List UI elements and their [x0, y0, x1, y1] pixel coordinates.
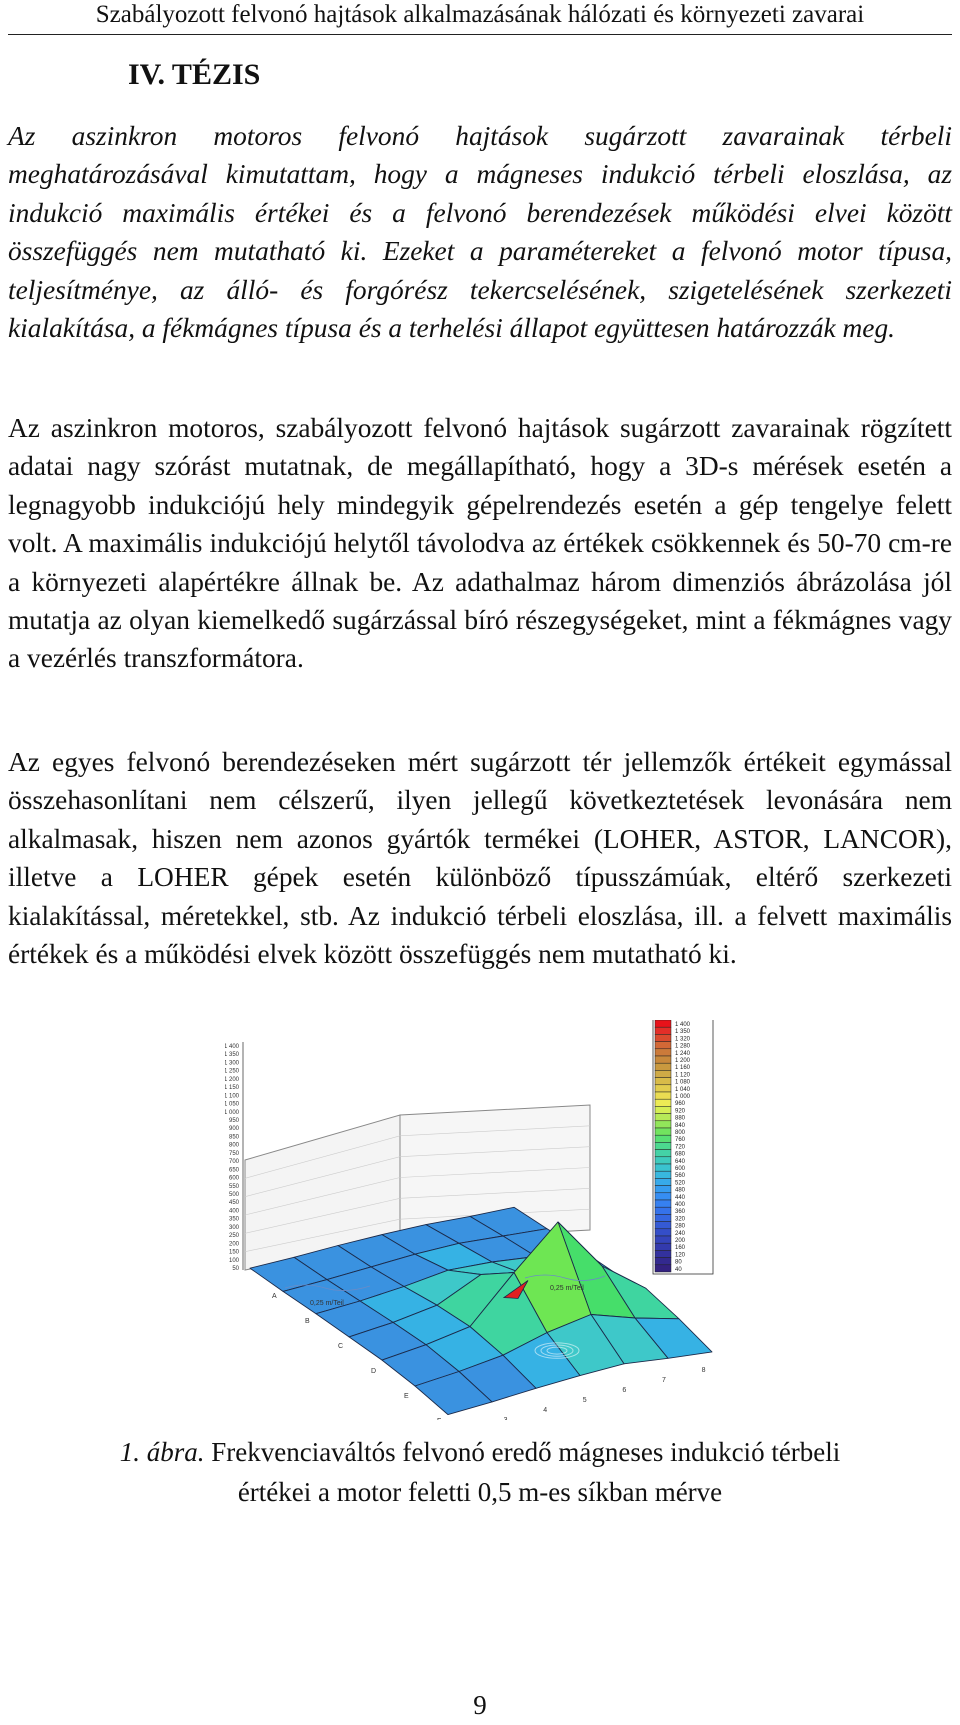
legend-value: 1 080 — [675, 1079, 691, 1086]
legend-swatch — [655, 1265, 671, 1272]
legend-swatch — [655, 1099, 671, 1106]
legend-swatch — [655, 1027, 671, 1034]
legend-value: 1 280 — [675, 1043, 691, 1050]
z-tick-label: 850 — [228, 1134, 239, 1141]
legend-value: 680 — [675, 1151, 686, 1158]
legend-value: 560 — [675, 1173, 686, 1180]
legend-swatch — [655, 1106, 671, 1113]
figure-caption — [0, 1432, 960, 1512]
section-title: IV. TÉZIS — [128, 58, 261, 91]
legend-value: 40 — [675, 1266, 682, 1273]
legend-swatch — [655, 1258, 671, 1265]
row-label: C — [338, 1343, 344, 1350]
legend-swatch — [655, 1114, 671, 1121]
legend-swatch — [655, 1020, 671, 1027]
legend-value: 160 — [675, 1245, 686, 1252]
legend-value: 1 240 — [675, 1050, 691, 1057]
column-label: 5 — [582, 1397, 587, 1404]
z-tick-label: 1 400 — [225, 1044, 239, 1050]
legend-swatch — [655, 1236, 671, 1243]
row-label — [437, 1418, 441, 1420]
legend-value: 640 — [675, 1158, 686, 1165]
scale-label-left: 0,25 m/Teil — [310, 1300, 344, 1307]
legend-swatch — [655, 1250, 671, 1257]
legend-swatch — [655, 1164, 671, 1171]
color-legend — [653, 1020, 713, 1274]
legend-swatch — [655, 1229, 671, 1236]
page-number: 9 — [473, 1690, 487, 1720]
legend-value: 600 — [675, 1166, 686, 1172]
z-tick-label: 1 300 — [225, 1060, 239, 1067]
body-paragraph-2: Az egyes felvonó berendezéseken mért sugárzott tér jellemzők értékeit egymással összehasonlítani nem célszerű, ilyen jellegű következtetések levonására nem alkalmasak, hiszen nem azonos gyártók termékei (LOHER, ASTOR, LANCOR), illetve a LOHER gépek esetén különböző típusszámúak, eltérő szerkezeti kialakítással, méretekkel, stb. Az indukció térbeli eloszlása, ill. a felvett maximális értékek és a működési elvek között összefüggés nem mutatható ki. — [8, 747, 952, 970]
z-tick-label: 950 — [228, 1118, 239, 1124]
z-tick-label: 150 — [228, 1249, 239, 1256]
column-label: 8 — [701, 1367, 706, 1374]
z-tick-label: 50 — [232, 1266, 239, 1272]
legend-swatch — [655, 1150, 671, 1157]
column-label — [504, 1417, 508, 1420]
caption-text-line1: Frekvenciaváltós felvonó eredő mágneses indukció térbeli — [211, 1437, 841, 1467]
z-tick-label: 350 — [228, 1216, 239, 1223]
z-tick-label: 800 — [228, 1142, 239, 1149]
legend-value: 1 350 — [675, 1029, 691, 1036]
legend-value: 960 — [675, 1101, 686, 1108]
legend-value: 1 040 — [675, 1086, 691, 1093]
legend-value: 320 — [675, 1216, 686, 1223]
legend-swatch — [655, 1092, 671, 1099]
legend-value: 1 320 — [675, 1036, 691, 1043]
legend-swatch — [655, 1078, 671, 1085]
legend-swatch — [655, 1121, 671, 1128]
legend-swatch — [655, 1042, 671, 1049]
legend-swatch — [655, 1142, 671, 1149]
z-tick-label: 1 100 — [225, 1093, 239, 1100]
z-tick-label: 650 — [228, 1167, 239, 1174]
caption-label: 1. ábra. — [119, 1437, 205, 1467]
column-label: 4 — [543, 1407, 548, 1414]
z-tick-label: 550 — [228, 1183, 239, 1190]
column-label: 7 — [662, 1377, 666, 1384]
row-label: D — [371, 1368, 377, 1375]
thesis-statement: Az aszinkron motoros felvonó hajtások sugárzott zavarainak térbeli meghatározásával kimutattam, hogy a mágneses indukció térbeli eloszlása, az indukció maximális értékei és a felvonó berendezések működési elvei között összefüggés nem mutatható ki. Ezeket a paramétereket a felvonó motor típusa, teljesítménye, az álló- és forgórész tekercselésének, szigetelésének szerkezeti kialakítása, a fékmágnes típusa és a terhelési állapot együttesen határozzák meg. — [8, 121, 952, 344]
z-tick-label: 200 — [228, 1241, 239, 1248]
legend-swatch — [655, 1157, 671, 1164]
legend-value: 1 160 — [675, 1065, 691, 1072]
legend-value: 440 — [675, 1194, 686, 1201]
z-tick-label: 750 — [228, 1150, 239, 1157]
z-tick-label: 300 — [228, 1224, 239, 1231]
legend-value: 1 200 — [675, 1058, 691, 1064]
legend-swatch — [655, 1207, 671, 1214]
legend-swatch — [655, 1178, 671, 1185]
z-tick-label: 450 — [228, 1200, 239, 1207]
legend-swatch — [655, 1200, 671, 1207]
z-tick-label: 700 — [228, 1159, 239, 1166]
legend-value: 200 — [675, 1238, 686, 1244]
legend-swatch — [655, 1214, 671, 1221]
row-label: A — [272, 1293, 277, 1300]
scale-label-right: 0,25 m/Teil — [550, 1285, 584, 1292]
legend-swatch — [655, 1222, 671, 1229]
z-tick-label: 100 — [228, 1257, 239, 1264]
running-header: Szabályozott felvonó hajtások alkalmazásának hálózati és környezeti zavarai — [8, 0, 952, 35]
legend-swatch — [655, 1193, 671, 1200]
legend-swatch — [655, 1034, 671, 1041]
legend-value: 1 120 — [675, 1072, 691, 1079]
legend-value: 920 — [675, 1108, 686, 1115]
legend-value: 120 — [675, 1252, 686, 1259]
caption-text-line2: értékei a motor feletti 0,5 m-es síkban mérve — [237, 1477, 723, 1507]
legend-swatch — [655, 1135, 671, 1142]
legend-value: 240 — [675, 1230, 686, 1237]
z-tick-label: 500 — [228, 1192, 239, 1198]
legend-value: 1 400 — [675, 1022, 691, 1028]
legend-swatch — [655, 1171, 671, 1178]
legend-value: 800 — [675, 1130, 686, 1136]
legend-value: 760 — [675, 1137, 686, 1144]
z-tick-label: 900 — [228, 1126, 239, 1133]
z-tick-label: 1 000 — [225, 1109, 239, 1116]
z-tick-label: 1 150 — [225, 1085, 239, 1092]
legend-swatch — [655, 1085, 671, 1092]
legend-value: 280 — [675, 1223, 686, 1230]
body-paragraph-1: Az aszinkron motoros, szabályozott felvonó hajtások sugárzott zavarainak rögzített adatai nagy szórást mutatnak, de megállapítható, hogy a 3D-s mérések esetén a legnagyobb indukciójú hely mindegyik gépelrendezés esetén a gép tengelye felett volt. A maximális indukciójú helytől távolodva az értékek csökkennek és 50-70 cm-re a környezeti alapértékre állnak be. Az adathalmaz három dimenziós ábrázolása jól mutatja az olyan kiemelkedő sugárzással bíró részegységeket, mint a fékmágnes vagy a vezérlés transzformátora. — [8, 413, 952, 674]
legend-value: 80 — [675, 1259, 682, 1266]
z-tick-label: 1 250 — [225, 1068, 239, 1075]
legend-swatch — [655, 1049, 671, 1056]
row-label: B — [305, 1318, 310, 1325]
z-tick-label: 1 350 — [225, 1052, 239, 1059]
legend-value: 360 — [675, 1209, 686, 1216]
z-tick-label: 400 — [228, 1208, 239, 1215]
column-label: 6 — [622, 1387, 627, 1394]
legend-swatch — [655, 1186, 671, 1193]
figure-3d-induction-plot — [225, 1020, 960, 1420]
z-tick-label: 250 — [228, 1233, 239, 1240]
legend-value: 720 — [675, 1144, 686, 1151]
z-tick-label: 1 200 — [225, 1076, 239, 1083]
z-tick-label: 1 050 — [225, 1101, 239, 1108]
legend-value: 840 — [675, 1122, 686, 1129]
z-tick-label: 600 — [228, 1175, 239, 1182]
legend-value: 520 — [675, 1180, 686, 1187]
legend-swatch — [655, 1070, 671, 1077]
legend-value: 480 — [675, 1187, 686, 1194]
legend-value: 400 — [675, 1202, 686, 1208]
legend-swatch — [655, 1128, 671, 1135]
surface-plot-svg — [225, 1020, 960, 1420]
legend-value: 880 — [675, 1115, 686, 1122]
legend-swatch — [655, 1056, 671, 1063]
row-label: E — [404, 1393, 409, 1400]
z-axis — [225, 1042, 243, 1272]
legend-value: 1 000 — [675, 1094, 691, 1100]
legend-swatch — [655, 1063, 671, 1070]
legend-swatch — [655, 1243, 671, 1250]
